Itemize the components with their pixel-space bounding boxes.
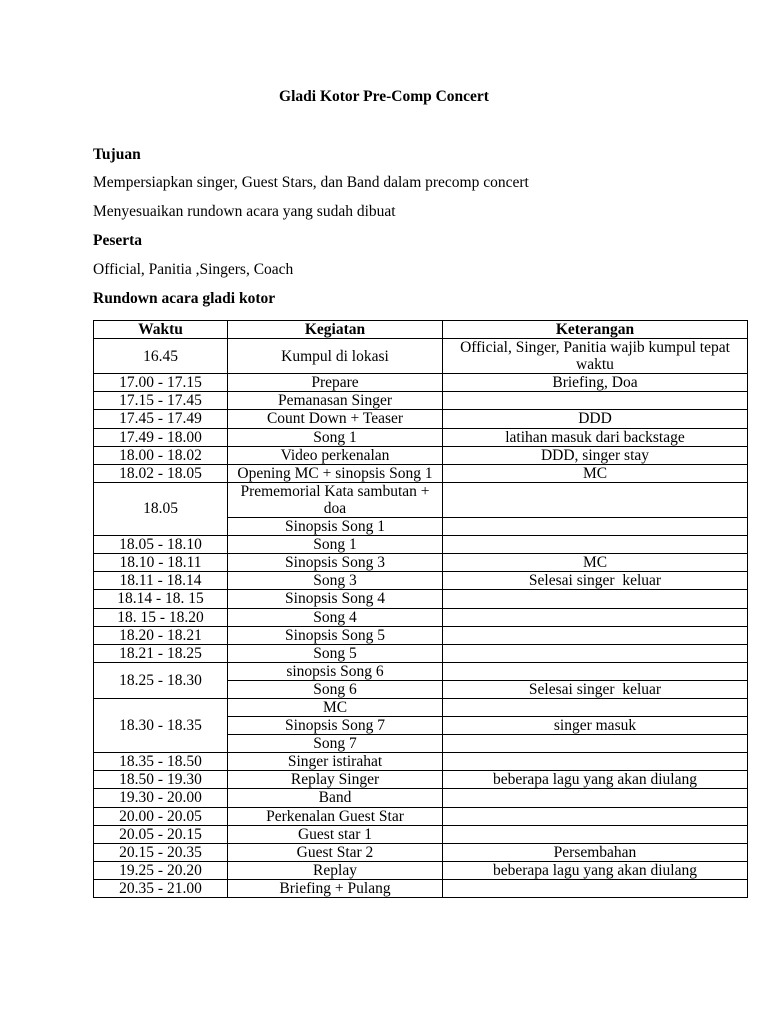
waktu-cell: 18.30 - 18.35 — [94, 698, 228, 752]
waktu-cell: 18.50 - 19.30 — [94, 771, 228, 789]
waktu-cell: 18.11 - 18.14 — [94, 572, 228, 590]
kegiatan-cell: Sinopsis Song 5 — [228, 626, 443, 644]
keterangan-cell — [443, 825, 748, 843]
keterangan-cell: beberapa lagu yang akan diulang — [443, 861, 748, 879]
keterangan-cell: singer masuk — [443, 717, 748, 735]
table-row — [94, 482, 748, 517]
table-row — [94, 536, 748, 554]
waktu-cell: 18. 15 - 18.20 — [94, 608, 228, 626]
table-row — [94, 446, 748, 464]
waktu-cell: 18.00 - 18.02 — [94, 446, 228, 464]
waktu-cell: 18.35 - 18.50 — [94, 753, 228, 771]
kegiatan-cell: Prememorial Kata sambutan + doa — [228, 482, 443, 517]
keterangan-cell: Persembahan — [443, 843, 748, 861]
kegiatan-cell: Sinopsis Song 4 — [228, 590, 443, 608]
kegiatan-cell: Song 6 — [228, 680, 443, 698]
tujuan-item: Menyesuaikan rundown acara yang sudah dibuat — [93, 203, 396, 220]
rundown-table — [93, 320, 748, 898]
kegiatan-cell: Band — [228, 789, 443, 807]
waktu-cell: 18.10 - 18.11 — [94, 554, 228, 572]
waktu-cell: 18.20 - 18.21 — [94, 626, 228, 644]
table-row — [94, 861, 748, 879]
table-row — [94, 807, 748, 825]
keterangan-cell: Official, Singer, Panitia wajib kumpul tepat waktu — [443, 339, 748, 374]
waktu-cell: 20.00 - 20.05 — [94, 807, 228, 825]
keterangan-cell — [443, 608, 748, 626]
column-header-keterangan: Keterangan — [443, 321, 748, 339]
keterangan-cell — [443, 626, 748, 644]
keterangan-cell — [443, 753, 748, 771]
keterangan-cell: Briefing, Doa — [443, 374, 748, 392]
table-row — [94, 608, 748, 626]
waktu-cell: 18.14 - 18. 15 — [94, 590, 228, 608]
keterangan-cell: Selesai singer keluar — [443, 680, 748, 698]
kegiatan-cell: Song 7 — [228, 735, 443, 753]
table-row — [94, 464, 748, 482]
table-row — [94, 843, 748, 861]
keterangan-cell: latihan masuk dari backstage — [443, 428, 748, 446]
waktu-cell: 18.25 - 18.30 — [94, 662, 228, 698]
table-row — [94, 554, 748, 572]
kegiatan-cell: Song 4 — [228, 608, 443, 626]
kegiatan-cell: Singer istirahat — [228, 753, 443, 771]
waktu-cell: 18.05 - 18.10 — [94, 536, 228, 554]
waktu-cell: 19.25 - 20.20 — [94, 861, 228, 879]
kegiatan-cell: sinopsis Song 6 — [228, 662, 443, 680]
kegiatan-cell: Song 3 — [228, 572, 443, 590]
table-row — [94, 572, 748, 590]
keterangan-cell — [443, 518, 748, 536]
column-header-kegiatan: Kegiatan — [228, 321, 443, 339]
kegiatan-cell: Count Down + Teaser — [228, 410, 443, 428]
table-row — [94, 753, 748, 771]
waktu-cell: 20.05 - 20.15 — [94, 825, 228, 843]
keterangan-cell — [443, 789, 748, 807]
table-row — [94, 789, 748, 807]
kegiatan-cell: Song 5 — [228, 644, 443, 662]
column-header-waktu: Waktu — [94, 321, 228, 339]
keterangan-cell: MC — [443, 464, 748, 482]
kegiatan-cell: Replay — [228, 861, 443, 879]
waktu-cell: 17.00 - 17.15 — [94, 374, 228, 392]
kegiatan-cell: Perkenalan Guest Star — [228, 807, 443, 825]
table-body — [94, 339, 748, 898]
keterangan-cell — [443, 392, 748, 410]
table-row — [94, 662, 748, 680]
kegiatan-cell: Pemanasan Singer — [228, 392, 443, 410]
waktu-cell: 17.45 - 17.49 — [94, 410, 228, 428]
waktu-cell: 18.02 - 18.05 — [94, 464, 228, 482]
keterangan-cell — [443, 662, 748, 680]
keterangan-cell — [443, 644, 748, 662]
table-row — [94, 644, 748, 662]
waktu-cell: 18.21 - 18.25 — [94, 644, 228, 662]
kegiatan-cell: Song 1 — [228, 428, 443, 446]
table-row — [94, 374, 748, 392]
keterangan-cell: MC — [443, 554, 748, 572]
document-title: Gladi Kotor Pre-Comp Concert — [279, 88, 489, 105]
kegiatan-cell: Sinopsis Song 1 — [228, 518, 443, 536]
keterangan-cell: DDD, singer stay — [443, 446, 748, 464]
waktu-cell: 19.30 - 20.00 — [94, 789, 228, 807]
kegiatan-cell: Briefing + Pulang — [228, 879, 443, 897]
waktu-cell: 17.49 - 18.00 — [94, 428, 228, 446]
keterangan-cell — [443, 735, 748, 753]
kegiatan-cell: Video perkenalan — [228, 446, 443, 464]
keterangan-cell — [443, 536, 748, 554]
keterangan-cell — [443, 698, 748, 716]
table-row — [94, 626, 748, 644]
table-header — [94, 321, 748, 339]
table-row — [94, 879, 748, 897]
section-heading-rundown: Rundown acara gladi kotor — [93, 290, 276, 307]
kegiatan-cell: Kumpul di lokasi — [228, 339, 443, 374]
waktu-cell: 20.35 - 21.00 — [94, 879, 228, 897]
section-heading-peserta: Peserta — [93, 232, 143, 249]
keterangan-cell: beberapa lagu yang akan diulang — [443, 771, 748, 789]
kegiatan-cell: Sinopsis Song 7 — [228, 717, 443, 735]
kegiatan-cell: Guest Star 2 — [228, 843, 443, 861]
table-header-row — [94, 321, 748, 339]
keterangan-cell: DDD — [443, 410, 748, 428]
kegiatan-cell: Opening MC + sinopsis Song 1 — [228, 464, 443, 482]
keterangan-cell — [443, 482, 748, 517]
kegiatan-cell: Guest star 1 — [228, 825, 443, 843]
waktu-cell: 17.15 - 17.45 — [94, 392, 228, 410]
keterangan-cell — [443, 879, 748, 897]
kegiatan-cell: MC — [228, 698, 443, 716]
section-heading-tujuan: Tujuan — [93, 146, 141, 163]
table-row — [94, 698, 748, 716]
kegiatan-cell: Song 1 — [228, 536, 443, 554]
table-row — [94, 392, 748, 410]
waktu-cell: 18.05 — [94, 482, 228, 535]
kegiatan-cell: Replay Singer — [228, 771, 443, 789]
table-row — [94, 428, 748, 446]
waktu-cell: 20.15 - 20.35 — [94, 843, 228, 861]
peserta-item: Official, Panitia ,Singers, Coach — [93, 261, 294, 278]
table-row — [94, 410, 748, 428]
table-row — [94, 590, 748, 608]
kegiatan-cell: Prepare — [228, 374, 443, 392]
waktu-cell: 16.45 — [94, 339, 228, 374]
table-row — [94, 825, 748, 843]
kegiatan-cell: Sinopsis Song 3 — [228, 554, 443, 572]
keterangan-cell — [443, 807, 748, 825]
tujuan-item: Mempersiapkan singer, Guest Stars, dan Band dalam precomp concert — [93, 174, 529, 191]
table-row — [94, 339, 748, 374]
keterangan-cell — [443, 590, 748, 608]
keterangan-cell: Selesai singer keluar — [443, 572, 748, 590]
table-row — [94, 771, 748, 789]
